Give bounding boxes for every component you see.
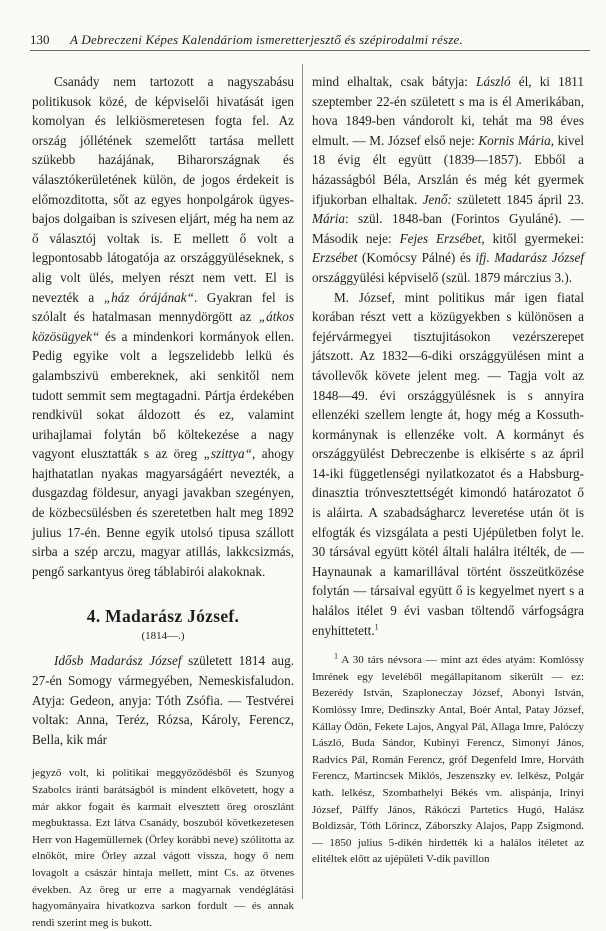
- continuation-paragraph: jegyző volt, ki politikai meggyőződésből és Szunyog Szabolcs iránti barátságból is mindent elkövetett, hogy a már akkor fogait és karmait elvesztett öreg oroszlánt megbuktassa. Ezt látva Csanády, boszuból következetesen Herr von Hagemüllernek (Örley korábbi neve) szólitotta az elnököt, mire Örley azzal vágott vissza, hogy ő nem lovagolt a császár hintaja mellett, mint Cs. az ötvenes években. Az öreg ur erre a magyarnak vendéglátási hagyományaira hivatkozva sarkon fordult — és annak rendi szerint meg is bukott.: [32, 767, 294, 929]
- text-span: , kitől gyermekei:: [481, 230, 584, 246]
- column-divider: [302, 64, 303, 899]
- text-span: , ahogy hajthatatlan nyakas magyarságáért nevezték, a dusgazdag földesur, anyagi javakban szegényen, de közbecsülésben és szeretetben halt meg 1892 julius 17-én. Benne egyik utolsó tipusa szállott sirba a szép arczu, magyar atillás, lakkcsizmás, pengő sarkantyus öreg táblabirói alakoknak.: [32, 446, 294, 579]
- italic-quote: „szittya“: [203, 446, 252, 462]
- text-span: és a mindenkori kormányok ellen. Pedig egyike volt a legszelidebb lelkü és galambszivü embereknek, aki senkitől nem tudott semmit sem megtagadni. Pártja érdekében rendkivül sokat áldozott és ez, valamint urihajlamai folytán bő költekezése a nagy vagyont elusztatták s az öreg: [32, 328, 294, 462]
- section-dates: (1814—.): [141, 630, 185, 643]
- csanady-paragraph: [32, 72, 294, 581]
- text-span: él, ki 1811 szeptember 22-én született s ma is él Amerikában, hova 1849-ben vándorolt ki, tehát ma 98 éves elmult. — M. József első neje:: [312, 74, 584, 148]
- text-span: , kivel 18 évig élt együtt (1839—1857). Ebből a házasságból Béla, Arszlán és még két gyermek ifjukorban elhaltak.: [312, 132, 584, 207]
- family-paragraph: [312, 72, 584, 288]
- text-span: Csanády nem tartozott a nagyszabásu politikusok közé, de képviselői hivatását igen komolyan és lelkiösmeretesen fogta fel. Az ország jóllétének szemelőtt tartása mellett szükebb hazájának, Biharországnak és választókerületének külön, de jogos érdekeit is előmozditotta, sőt az egyes honpolgárok ügyes-bajos dolgaiban is szivesen eljárt, még ha nem az ő választój voltak is. E mellett ő volt a legpontosabb látogatója az országgyüléseknek, s alig volt ülés, melyen részt nem vett. El is nevezték a: [32, 74, 294, 305]
- left-column: [32, 72, 294, 931]
- footnote: [312, 652, 584, 868]
- italic-name: Mária: [312, 211, 345, 227]
- text-span: (Komócsy Pálné) és: [357, 250, 476, 266]
- section-heading: 4. Madarász József.: [86, 606, 240, 627]
- italic-name: Erzsébet: [312, 250, 358, 266]
- text-span: született 1845 ápril 23.: [451, 191, 585, 207]
- right-column: [312, 72, 584, 868]
- text-span: . Gyakran fel is szólalt és hatalmasan mennydörgött az: [32, 289, 295, 325]
- footnote-text: A 30 társ névsora — mint azt édes atyám: Komlóssy Imrének egy leveléből megállapitanom sikerült — ez: Bezerédy István, Szaploneczay József, Abonyi István, Komlóssy Imre, Dedinszky Antal, Boér Antal, Patay József, Kállay Ödön, Fekete Lajos, Angyal Pál, Allaga Imre, Palóczy László, Buda Sándor, Kubinyi Ferencz, Simonyi János, Radvics Pál, Román Ferencz, gróf Degenfeld Imre, Horváth Ferencz, Martincsek Miklós, Jeszenszky ev. lelkész, Polgár kath. lelkész, Szombathelyi Békés vm. alispánja, Irinyi József, Pálffy János, Rákóczi Partetics Hugó, Halász Boldizsár, Tóth Lőrincz, Záborszky Alajos, Papp Zsigmond. — 1850 julius 5-dikén hirdették ki a halálos itéletet az elitéltek előtt az ujépületi V-dik pavillon: [312, 654, 584, 866]
- politics-paragraph: [312, 288, 584, 641]
- footnote-marker: 1: [334, 651, 338, 661]
- footnote-reference[interactable]: 1: [374, 622, 379, 632]
- text-span: M. József, mint politikus már igen fiatal korában részt vett a közügyekben s különösen a fejérvármegyei tisztujitásokon vezérszerepet játszott. Az 1832—6-diki országgyülésen mint a távollevők követe jelent meg. — Tagja volt az 1848—49. évi országgyülésnek is s annyira ellenzéki szellem lengte át, hogy még a Kossuth-kormánynak is ellenzéke volt. A kormányt és országgyülést Debreczenbe is elkisérte s az ápril 14-iki függetlenségi nyilatkozatot és a Habsburg-dinasztia trónvesztettségét kimondó határozatot ő is aláirta. A szabadságharcz leveretése után öt is elfogták és vizsgálata a pesti Ujépületben folyt le. 30 társával együtt kötél általi halálra itélték, de — Haynaunak a kamarillával történt összeütközése folytán — társaival együtt ő is kegyelmet nyert s a halálos itélet 9 évi vasban töltendő várfogságra enyhittetett.: [312, 289, 584, 638]
- text-span: országgyülési képviselő (szül. 1879 márczius 3.).: [312, 269, 573, 285]
- italic-name: ifj. Madarász József: [475, 250, 584, 266]
- italic-quote: „ház órájának“: [103, 289, 194, 305]
- italic-name: Kornis Mária: [478, 132, 551, 148]
- italic-name: Jenő:: [422, 191, 452, 207]
- italic-name: László: [476, 74, 511, 89]
- running-title: A Debreczeni Képes Kalendáriom ismeretterjesztő és szépirodalmi része.: [70, 32, 463, 47]
- biography-paragraph: [32, 651, 294, 749]
- text-span: született 1814 aug. 27-én Somogy vármegyében, Nemeskisfaludon. Atyja: Gedeon, anyja: Tóth Zsófia. — Testvérei voltak: Anna, Teréz, Rózsa, Károly, Ferencz, Bella, kik már: [32, 653, 294, 747]
- page-header: [30, 30, 590, 51]
- italic-name: Fejes Erzsébet: [399, 230, 482, 246]
- italic-quote: „átkos közösügyek“: [32, 309, 294, 344]
- italic-name: Idősb Madarász József: [54, 653, 182, 669]
- text-span: : szül. 1848-ban (Forintos Gyuláné). — Második neje:: [312, 211, 584, 246]
- text-span: mind elhaltak, csak bátyja:: [312, 74, 477, 89]
- page-number: 130: [30, 32, 50, 47]
